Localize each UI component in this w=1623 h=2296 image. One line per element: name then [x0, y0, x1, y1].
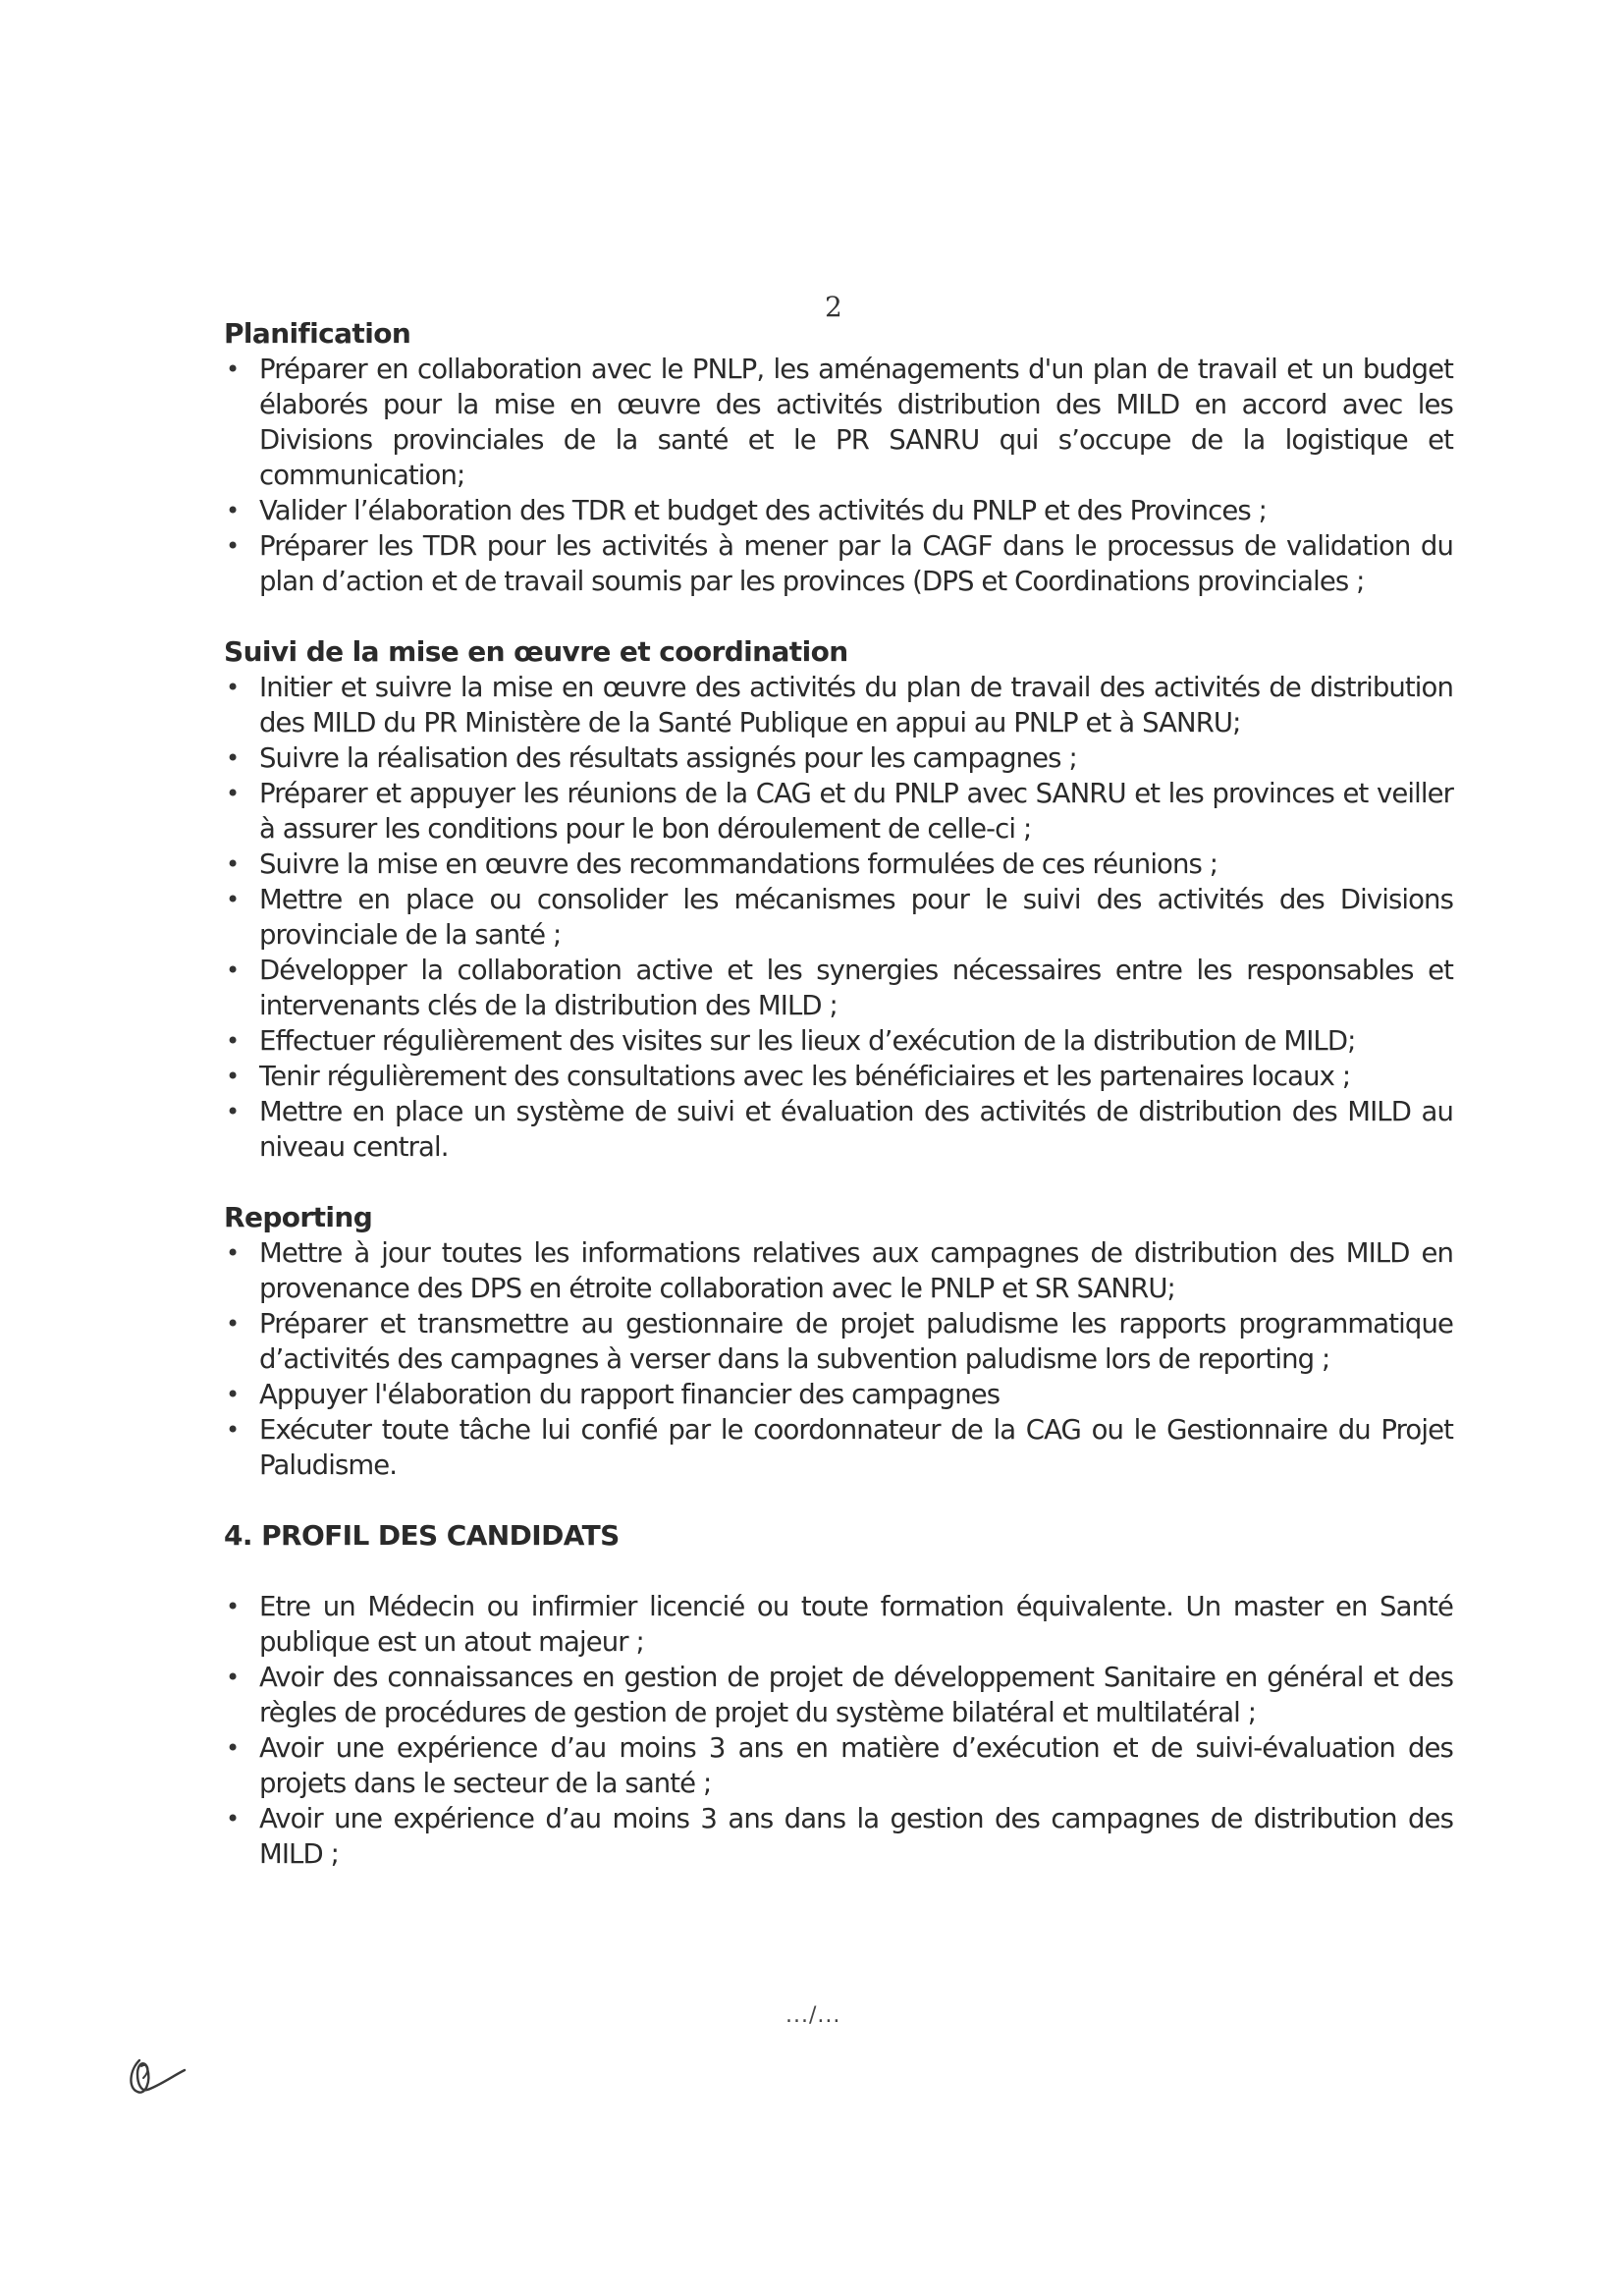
- section-title: 4. PROFIL DES CANDIDATS: [224, 1519, 620, 1552]
- section-suivi: [224, 634, 1453, 1165]
- section-profil-candidats: [224, 1518, 1453, 1872]
- list-item: • Préparer et transmettre au gestionnaire de projet paludisme les rapports programmatique d’activités des campagnes à verser dans la subvention paludisme lors de reporting ;: [224, 1306, 1453, 1377]
- spacer: [224, 1483, 1453, 1518]
- list-item: • Développer la collaboration active et les synergies nécessaires entre les responsables et intervenants clés de la distribution des MILD ;: [224, 953, 1453, 1023]
- spacer: [224, 599, 1453, 634]
- list-item: • Effectuer régulièrement des visites sur les lieux d’exécution de la distribution de MILD;: [224, 1023, 1453, 1059]
- list-item: • Exécuter toute tâche lui confié par le coordonnateur de la CAG ou le Gestionnaire du Projet Paludisme.: [224, 1412, 1453, 1483]
- handwritten-initials-icon: [126, 2052, 204, 2102]
- bullet-list: [224, 352, 1453, 599]
- list-item: • Initier et suivre la mise en œuvre des activités du plan de travail des activités de distribution des MILD du PR Ministère de la Santé Publique en appui au PNLP et à SANRU;: [224, 670, 1453, 740]
- list-item: • Préparer et appuyer les réunions de la CAG et du PNLP avec SANRU et les provinces et veiller à assurer les conditions pour le bon déroulement de celle-ci ;: [224, 776, 1453, 847]
- list-item: • Mettre en place un système de suivi et évaluation des activités de distribution des MILD au niveau central.: [224, 1094, 1453, 1165]
- list-item: • Valider l’élaboration des TDR et budget des activités du PNLP et des Provinces ;: [224, 493, 1453, 528]
- section-reporting: [224, 1200, 1453, 1483]
- page-number: 2: [825, 291, 842, 323]
- list-item: • Avoir une expérience d’au moins 3 ans en matière d’exécution et de suivi-évaluation des projets dans le secteur de la santé ;: [224, 1730, 1453, 1801]
- list-item: • Mettre à jour toutes les informations relatives aux campagnes de distribution des MILD en provenance des DPS en étroite collaboration avec le PNLP et SR SANRU;: [224, 1235, 1453, 1306]
- section-planification: [224, 316, 1453, 599]
- section-title: Planification: [224, 317, 411, 350]
- spacer: [224, 1554, 1453, 1589]
- list-item: • Avoir une expérience d’au moins 3 ans dans la gestion des campagnes de distribution des MILD ;: [224, 1801, 1453, 1872]
- section-title: Suivi de la mise en œuvre et coordination: [224, 635, 848, 668]
- bullet-list: [224, 1589, 1453, 1872]
- continuation-mark: .../...: [785, 2003, 841, 2028]
- list-item: • Suivre la mise en œuvre des recommandations formulées de ces réunions ;: [224, 847, 1453, 882]
- bullet-list: [224, 670, 1453, 1165]
- list-item: • Préparer en collaboration avec le PNLP, les aménagements d'un plan de travail et un budget élaborés pour la mise en œuvre des activités distribution des MILD en accord avec les Divisions provinciales de la santé et le PR SANRU qui s’occupe de la logistique et communication;: [224, 352, 1453, 493]
- list-item: • Suivre la réalisation des résultats assignés pour les campagnes ;: [224, 740, 1453, 776]
- bullet-list: [224, 1235, 1453, 1483]
- list-item: • Préparer les TDR pour les activités à mener par la CAGF dans le processus de validation du plan d’action et de travail soumis par les provinces (DPS et Coordinations provinciales ;: [224, 528, 1453, 599]
- list-item: • Etre un Médecin ou infirmier licencié ou toute formation équivalente. Un master en Santé publique est un atout majeur ;: [224, 1589, 1453, 1660]
- section-title: Reporting: [224, 1201, 373, 1233]
- list-item: • Appuyer l'élaboration du rapport financier des campagnes: [224, 1377, 1453, 1412]
- list-item: • Avoir des connaissances en gestion de projet de développement Sanitaire en général et des règles de procédures de gestion de projet du système bilatéral et multilatéral ;: [224, 1660, 1453, 1730]
- document-body: [224, 316, 1453, 1872]
- list-item: • Mettre en place ou consolider les mécanismes pour le suivi des activités des Divisions provinciale de la santé ;: [224, 882, 1453, 953]
- list-item: • Tenir régulièrement des consultations avec les bénéficiaires et les partenaires locaux ;: [224, 1059, 1453, 1094]
- spacer: [224, 1165, 1453, 1200]
